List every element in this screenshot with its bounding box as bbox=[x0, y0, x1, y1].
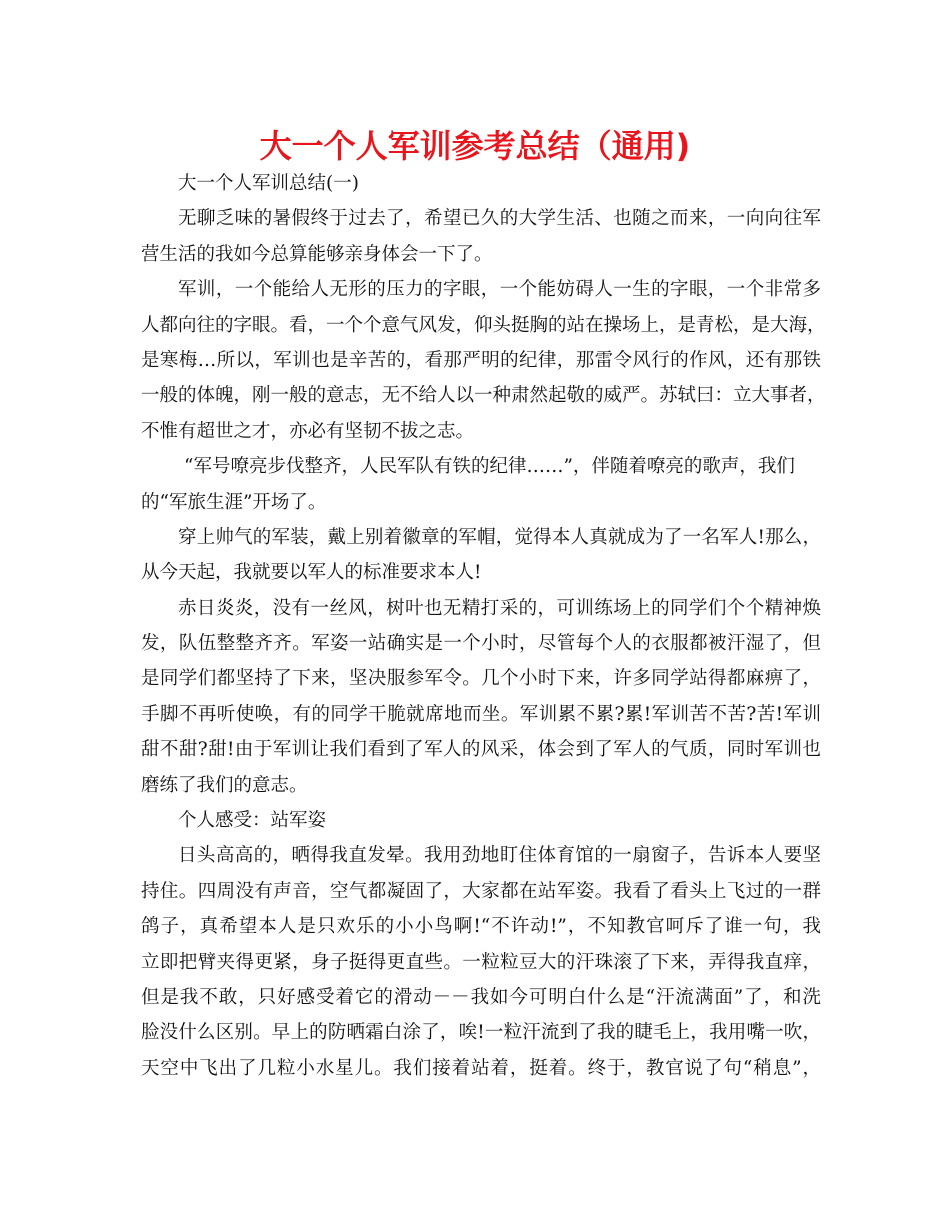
section-heading: 大一个人军训总结(一) bbox=[178, 173, 359, 194]
paragraph-line: 无聊乏味的暑假终于过去了，希望已久的大学生活、也随之而来，一向向往军 bbox=[178, 208, 821, 230]
paragraph-line: 但是我不敢，只好感受着它的滑动－－我如今可明白什么是“汗流满面”了，和洗 bbox=[141, 986, 821, 1008]
document-body bbox=[141, 166, 826, 1086]
paragraph-line: 脸没什么区别。早上的防晒霜白涂了，唉!一粒汗流到了我的睫毛上，我用嘴一吹， bbox=[141, 1022, 821, 1044]
paragraph-line: 磨练了我们的意志。 bbox=[141, 774, 308, 796]
paragraph-line: 赤日炎炎，没有一丝风，树叶也无精打采的，可训练场上的同学们个个精神焕 bbox=[178, 597, 821, 619]
paragraph-line: 甜不甜?甜!由于军训让我们看到了军人的风采，体会到了军人的气质，同时军训也 bbox=[141, 739, 821, 761]
paragraph-line: 发，队伍整整齐齐。军姿一站确实是一个小时，尽管每个人的衣服都被汗湿了，但 bbox=[141, 633, 821, 655]
paragraph-line: 从今天起，我就要以军人的标准要求本人! bbox=[141, 562, 482, 584]
paragraph-line: 的“军旅生涯”开场了。 bbox=[141, 491, 327, 513]
paragraph-line: “军号嘹亮步伐整齐，人民军队有铁的纪律……”，伴随着嘹亮的歌声，我们 bbox=[184, 456, 795, 478]
section-heading: 个人感受：站军姿 bbox=[178, 810, 327, 832]
paragraph-line: 营生活的我如今总算能够亲身体会一下了。 bbox=[141, 243, 493, 265]
paragraph-line: 军训，一个能给人无形的压力的字眼，一个能妨碍人一生的字眼，一个非常多 bbox=[178, 279, 821, 301]
paragraph-line: 穿上帅气的军装，戴上别着徽章的军帽，觉得本人真就成为了一名军人!那么， bbox=[178, 526, 821, 548]
paragraph-line: 一般的体魄，刚一般的意志，无不给人以一种肃然起敬的威严。苏轼曰：立大事者， bbox=[141, 385, 826, 407]
document-title: 大一个人军训参考总结（通用) bbox=[259, 127, 691, 165]
paragraph-line: 持住。四周没有声音，空气都凝固了，大家都在站军姿。我看了看头上飞过的一群 bbox=[141, 880, 821, 902]
paragraph-line: 鸽子，真希望本人是只欢乐的小小鸟啊!“不许动!”，不知教官呵斥了谁一句，我 bbox=[141, 916, 821, 938]
paragraph-line: 天空中飞出了几粒小水星儿。我们接着站着，挺着。终于，教官说了句“稍息”， bbox=[141, 1057, 821, 1079]
paragraph-line: 是寒梅…所以，军训也是辛苦的，看那严明的纪律，那雷令风行的作风，还有那铁 bbox=[141, 349, 821, 371]
paragraph-line: 立即把臂夹得更紧，身子挺得更直些。一粒粒豆大的汗珠滚了下来，弄得我直痒， bbox=[141, 951, 821, 973]
paragraph-line: 手脚不再听使唤，有的同学干脆就席地而坐。军训累不累?累!军训苦不苦?苦!军训 bbox=[141, 703, 821, 725]
paragraph-line: 人都向往的字眼。看，一个个意气风发，仰头挺胸的站在操场上，是青松，是大海， bbox=[141, 314, 826, 336]
paragraph-line: 不惟有超世之才，亦必有坚韧不拔之志。 bbox=[141, 420, 475, 442]
paragraph-line: 日头高高的，晒得我直发晕。我用劲地盯住体育馆的一扇窗子，告诉本人要坚 bbox=[178, 845, 821, 867]
paragraph-line: 是同学们都坚持了下来，坚决服参军令。几个小时下来，许多同学站得都麻痹了， bbox=[141, 668, 821, 690]
